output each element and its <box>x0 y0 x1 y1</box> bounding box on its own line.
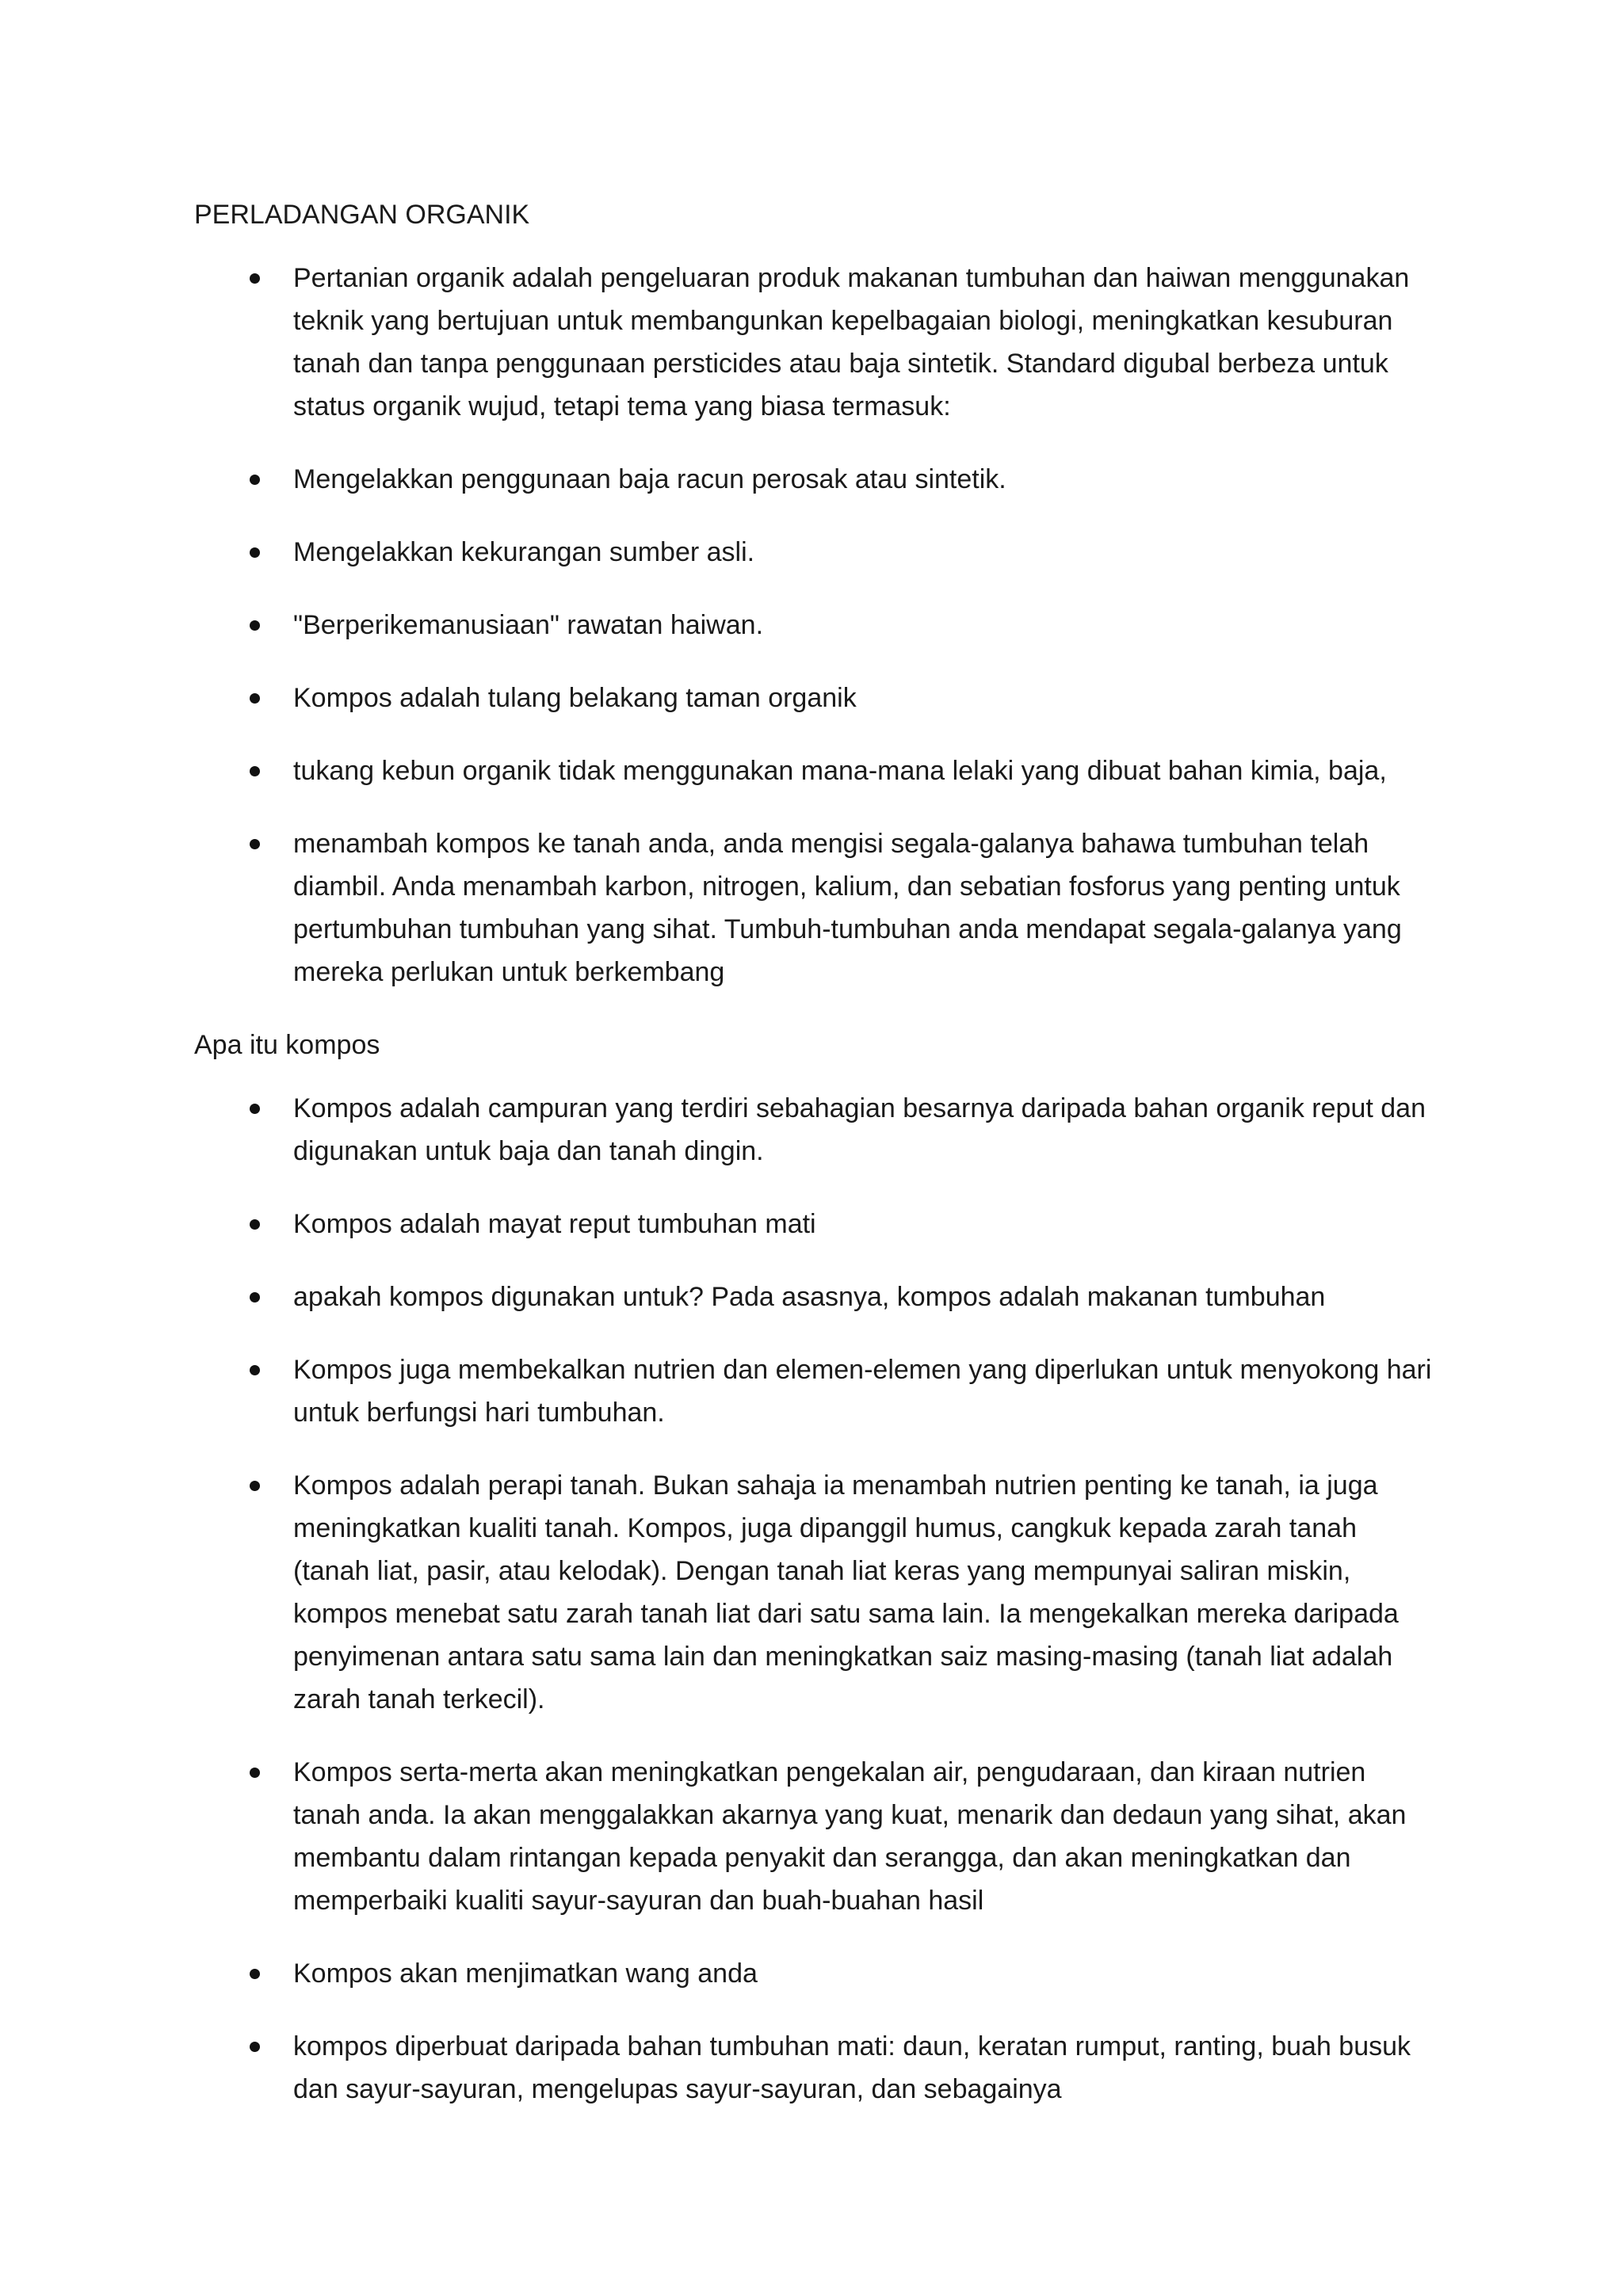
list-item: Pertanian organik adalah pengeluaran produk makanan tumbuhan dan haiwan menggunakan teknik yang bertujuan untuk membangunkan kepelbagaian biologi, meningkatkan kesuburan tanah dan tanpa penggunaan persticides atau baja sintetik. Standard digubal berbeza untuk status organik wujud, tetapi tema yang biasa termasuk: <box>194 257 1434 428</box>
list-item: Mengelakkan kekurangan sumber asli. <box>194 531 1434 574</box>
list-item: Kompos adalah tulang belakang taman organik <box>194 677 1434 719</box>
list-item: apakah kompos digunakan untuk? Pada asasnya, kompos adalah makanan tumbuhan <box>194 1276 1434 1318</box>
list-item: menambah kompos ke tanah anda, anda mengisi segala-galanya bahawa tumbuhan telah diambil. Anda menambah karbon, nitrogen, kalium, dan sebatian fosforus yang penting untuk pertumbuhan tumbuhan yang sihat. Tumbuh-tumbuhan anda mendapat segala-galanya yang mereka perlukan untuk berkembang <box>194 822 1434 994</box>
list-item: Kompos akan menjimatkan wang anda <box>194 1952 1434 1995</box>
section-title: Apa itu kompos <box>194 1030 380 1060</box>
list-item: Kompos adalah perapi tanah. Bukan sahaja ia menambah nutrien penting ke tanah, ia juga meningkatkan kualiti tanah. Kompos, juga dipanggil humus, cangkuk kepada zarah tanah (tanah liat, pasir, atau kelodak). Dengan tanah liat keras yang mempunyai saliran miskin, kompos menebat satu zarah tanah liat dari satu sama lain. Ia mengekalkan mereka daripada penyimenan antara satu sama lain dan meningkatkan saiz masing-masing (tanah liat adalah zarah tanah terkecil). <box>194 1464 1434 1721</box>
list-item: Kompos adalah mayat reput tumbuhan mati <box>194 1203 1434 1245</box>
section-perladangan-organik <box>194 193 1434 994</box>
list-item: Kompos juga membekalkan nutrien dan elemen-elemen yang diperlukan untuk menyokong hari untuk berfungsi hari tumbuhan. <box>194 1348 1434 1434</box>
section-apa-itu-kompos <box>194 1024 1434 2111</box>
list-item: Kompos adalah campuran yang terdiri sebahagian besarnya daripada bahan organik reput dan digunakan untuk baja dan tanah dingin. <box>194 1087 1434 1173</box>
bullet-list <box>194 1087 1434 2111</box>
list-item: Kompos serta-merta akan meningkatkan pengekalan air, pengudaraan, dan kiraan nutrien tanah anda. Ia akan menggalakkan akarnya yang kuat, menarik dan dedaun yang sihat, akan membantu dalam rintangan kepada penyakit dan serangga, dan akan meningkatkan dan memperbaiki kualiti sayur-sayuran dan buah-buahan hasil <box>194 1751 1434 1922</box>
section-title: PERLADANGAN ORGANIK <box>194 200 530 230</box>
bullet-list <box>194 257 1434 994</box>
list-item: "Berperikemanusiaan" rawatan haiwan. <box>194 604 1434 646</box>
list-item: Mengelakkan penggunaan baja racun perosak atau sintetik. <box>194 458 1434 501</box>
list-item: tukang kebun organik tidak menggunakan mana-mana lelaki yang dibuat bahan kimia, baja, <box>194 749 1434 792</box>
list-item: kompos diperbuat daripada bahan tumbuhan mati: daun, keratan rumput, ranting, buah busuk dan sayur-sayuran, mengelupas sayur-sayuran, dan sebagainya <box>194 2025 1434 2111</box>
